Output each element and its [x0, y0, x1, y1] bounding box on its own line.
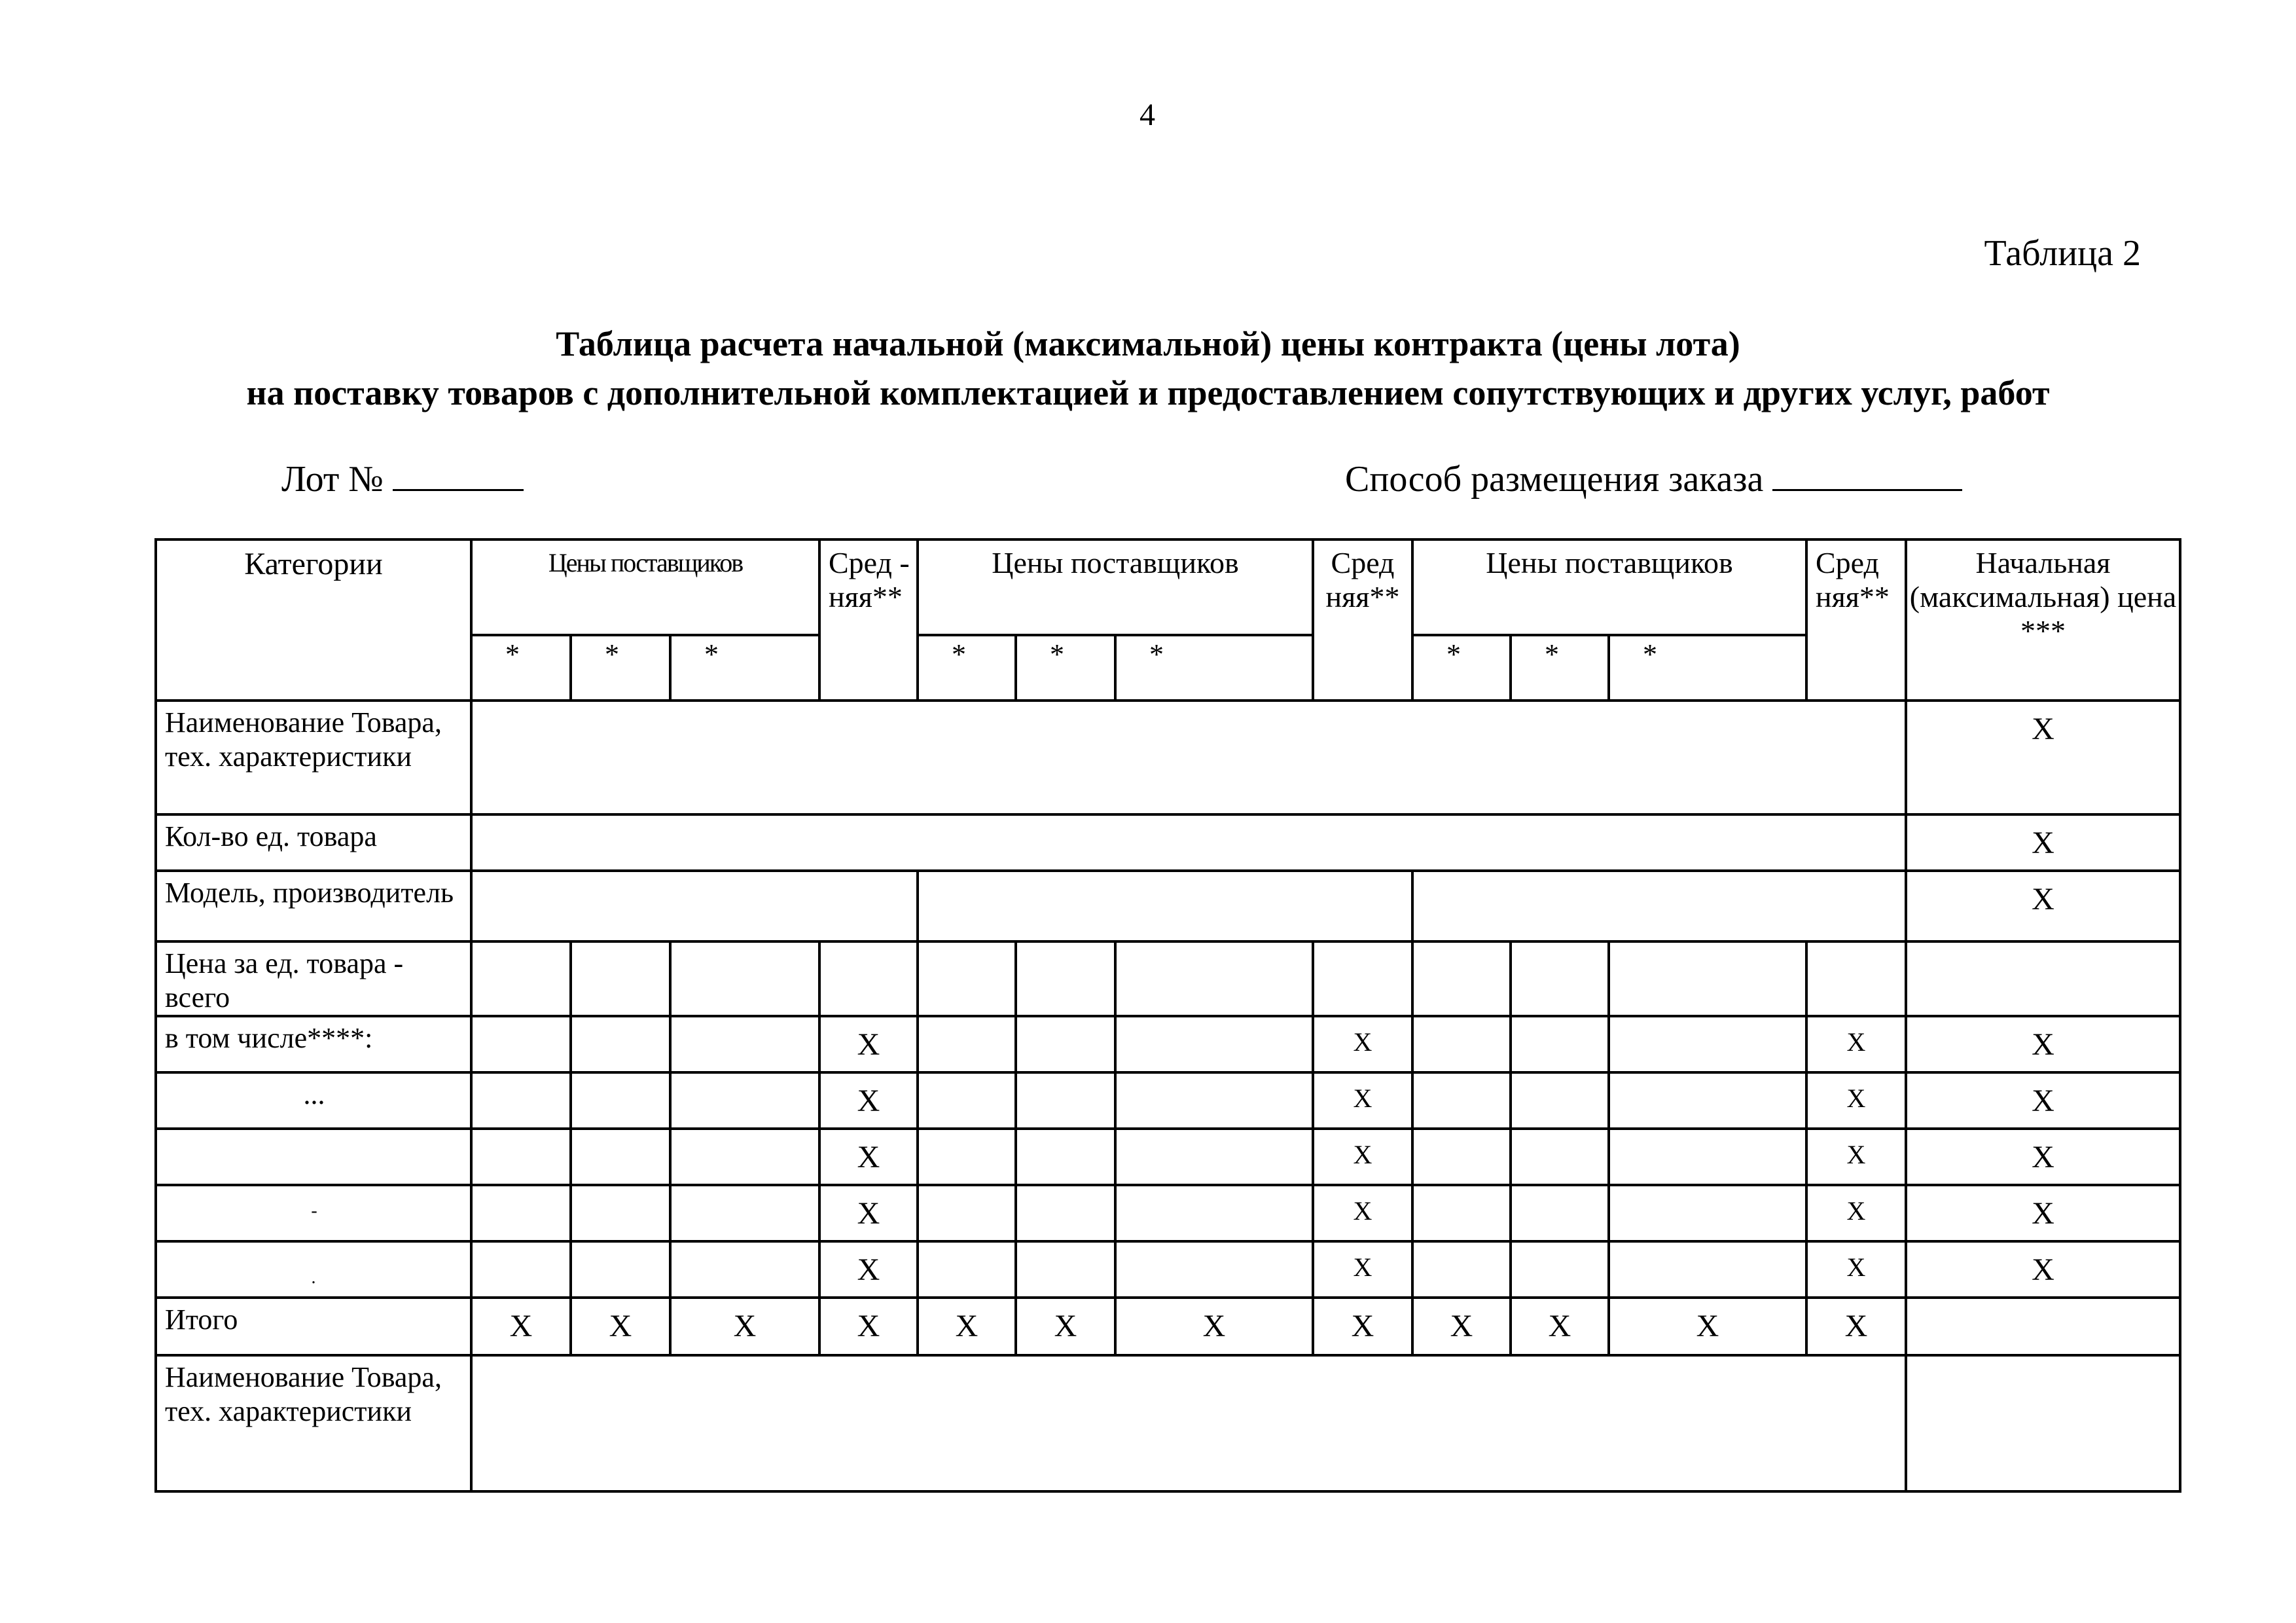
row-ellipsis: [156, 1072, 2180, 1129]
supplier-star: *: [918, 635, 1016, 701]
page-title: [0, 319, 2296, 418]
header-suppliers-prices-2: Цены поставщиков: [918, 539, 1313, 635]
empty-cell: [1016, 1241, 1115, 1298]
empty-cell: [1511, 941, 1609, 1016]
row-label-model: Модель, производитель: [156, 871, 471, 941]
empty-cell: [1313, 941, 1412, 1016]
empty-cell: [1511, 1016, 1609, 1072]
header-average-3: Сред няя**: [1806, 539, 1906, 701]
empty-cell: [471, 1185, 571, 1241]
cell-x: Х: [1906, 814, 2180, 871]
cell-x: Х: [1806, 1072, 1906, 1129]
empty-cell: [1511, 1185, 1609, 1241]
dot-mark: .: [311, 1267, 316, 1288]
method-label: Способ размещения заказа: [1345, 459, 1764, 500]
row-label-ellipsis: ...: [156, 1072, 471, 1129]
cell-x: Х: [1906, 1072, 2180, 1129]
lot-field: [281, 454, 524, 500]
merged-empty-cell: [471, 701, 1906, 814]
cell-x: Х: [670, 1298, 819, 1355]
header-average-1: Сред - няя**: [819, 539, 918, 701]
row-label-dot: [156, 1241, 471, 1298]
header-row-1: [156, 539, 2180, 635]
empty-cell: [571, 1016, 670, 1072]
empty-cell: [571, 1072, 670, 1129]
title-line-2: на поставку товаров с дополнительной комплектацией и предоставлением сопутствующих и других услуг, работ: [246, 373, 2050, 412]
cell-x: Х: [471, 1298, 571, 1355]
empty-cell: [1412, 1129, 1511, 1185]
empty-cell: [1115, 1072, 1313, 1129]
empty-cell: [1115, 1241, 1313, 1298]
dash-mark: -: [311, 1201, 317, 1221]
row-quantity: [156, 814, 2180, 871]
header-suppliers-prices-3: Цены поставщиков: [1412, 539, 1806, 635]
header-categories: Категории: [156, 539, 471, 701]
empty-cell: [1016, 1129, 1115, 1185]
row-blank: [156, 1185, 2180, 1241]
cell-x: Х: [1016, 1298, 1115, 1355]
empty-cell: [670, 941, 819, 1016]
method-field: [1345, 454, 1962, 500]
empty-cell: [471, 1129, 571, 1185]
empty-cell: [571, 1185, 670, 1241]
price-calculation-table: [154, 538, 2181, 1493]
cell-x: Х: [918, 1298, 1016, 1355]
cell-x: Х: [1906, 1129, 2180, 1185]
row-label-name-tech: Наименование Товара, тех. характеристики: [156, 701, 471, 814]
cell-x: Х: [1806, 1241, 1906, 1298]
empty-cell: [670, 1185, 819, 1241]
empty-cell: [1609, 1129, 1806, 1185]
cell-x: Х: [819, 1298, 918, 1355]
supplier-star: *: [1511, 635, 1609, 701]
empty-cell: [1412, 1072, 1511, 1129]
title-line-1: Таблица расчета начальной (максимальной) цены контракта (цены лота): [556, 324, 1740, 363]
row-label-total: Итого: [156, 1298, 471, 1355]
cell-x: Х: [1609, 1298, 1806, 1355]
cell-x: Х: [1806, 1016, 1906, 1072]
empty-cell: [670, 1016, 819, 1072]
header-initial-price: Начальная (максимальная) цена ***: [1906, 539, 2180, 701]
empty-cell: [1412, 1016, 1511, 1072]
empty-cell: [1511, 1129, 1609, 1185]
supplier-star: *: [1412, 635, 1511, 701]
empty-cell: [1609, 1072, 1806, 1129]
empty-cell: [1115, 1129, 1313, 1185]
empty-cell: [1906, 941, 2180, 1016]
row-model: [156, 871, 2180, 941]
row-label-name-tech: Наименование Товара, тех. характеристики: [156, 1355, 471, 1491]
method-blank-line: [1772, 454, 1962, 491]
cell-x: Х: [819, 1072, 918, 1129]
cell-x: Х: [1412, 1298, 1511, 1355]
empty-cell: [1412, 1241, 1511, 1298]
cell-x: Х: [1906, 871, 2180, 941]
empty-cell: [670, 1241, 819, 1298]
cell-x: Х: [1313, 1129, 1412, 1185]
empty-cell: [1609, 1241, 1806, 1298]
empty-cell: [1511, 1072, 1609, 1129]
supplier-star: *: [571, 635, 670, 701]
supplier-star: *: [1609, 635, 1806, 701]
merged-empty-cell: [1412, 871, 1906, 941]
cell-x: Х: [1906, 701, 2180, 814]
empty-cell: [1016, 941, 1115, 1016]
empty-cell: [1115, 1016, 1313, 1072]
empty-cell: [571, 1241, 670, 1298]
table-label: Таблица 2: [1984, 233, 2141, 274]
empty-cell: [1906, 1298, 2180, 1355]
merged-empty-cell: [471, 814, 1906, 871]
cell-x: Х: [819, 1016, 918, 1072]
row-label-including: в том числе****:: [156, 1016, 471, 1072]
empty-cell: [1412, 941, 1511, 1016]
empty-cell: [571, 941, 670, 1016]
cell-x: Х: [1115, 1298, 1313, 1355]
cell-x: Х: [1806, 1129, 1906, 1185]
empty-cell: [1906, 1355, 2180, 1491]
row-label-quantity: Кол-во ед. товара: [156, 814, 471, 871]
supplier-star: *: [1115, 635, 1313, 701]
empty-cell: [670, 1072, 819, 1129]
cell-x: Х: [819, 1129, 918, 1185]
empty-cell: [1609, 1016, 1806, 1072]
cell-x: Х: [1806, 1185, 1906, 1241]
empty-cell: [1609, 941, 1806, 1016]
empty-cell: [918, 1241, 1016, 1298]
row-total: [156, 1298, 2180, 1355]
empty-cell: [1016, 1072, 1115, 1129]
row-blank: [156, 1241, 2180, 1298]
supplier-star: *: [471, 635, 571, 701]
row-name-tech: [156, 701, 2180, 814]
row-including: [156, 1016, 2180, 1072]
cell-x: Х: [571, 1298, 670, 1355]
empty-cell: [1115, 1185, 1313, 1241]
merged-empty-cell: [918, 871, 1412, 941]
cell-x: Х: [1313, 1185, 1412, 1241]
empty-cell: [571, 1129, 670, 1185]
cell-x: Х: [1806, 1298, 1906, 1355]
empty-cell: [1806, 941, 1906, 1016]
row-unit-price: [156, 941, 2180, 1016]
cell-x: Х: [819, 1185, 918, 1241]
empty-cell: [918, 1185, 1016, 1241]
empty-cell: [670, 1129, 819, 1185]
row-blank: [156, 1129, 2180, 1185]
page-number: 4: [1139, 98, 1155, 132]
row-name-tech-2: [156, 1355, 2180, 1491]
merged-empty-cell: [471, 1355, 1906, 1491]
empty-cell: [819, 941, 918, 1016]
empty-cell: [1016, 1185, 1115, 1241]
cell-x: Х: [1906, 1241, 2180, 1298]
empty-cell: [471, 941, 571, 1016]
lot-blank-line: [393, 454, 524, 491]
empty-cell: [471, 1241, 571, 1298]
lot-label: Лот №: [281, 459, 384, 500]
cell-x: Х: [1511, 1298, 1609, 1355]
cell-x: Х: [1313, 1016, 1412, 1072]
empty-cell: [1412, 1185, 1511, 1241]
empty-cell: [918, 1016, 1016, 1072]
cell-x: Х: [819, 1241, 918, 1298]
empty-cell: [918, 941, 1016, 1016]
cell-x: Х: [1313, 1072, 1412, 1129]
empty-cell: [1511, 1241, 1609, 1298]
cell-x: Х: [1906, 1185, 2180, 1241]
header-average-2: Сред няя**: [1313, 539, 1412, 701]
empty-cell: [1609, 1185, 1806, 1241]
merged-empty-cell: [471, 871, 918, 941]
supplier-star: *: [1016, 635, 1115, 701]
empty-cell: [1115, 941, 1313, 1016]
empty-cell: [471, 1016, 571, 1072]
supplier-star: *: [670, 635, 819, 701]
cell-x: Х: [1313, 1241, 1412, 1298]
cell-x: Х: [1906, 1016, 2180, 1072]
row-label-unit-price: Цена за ед. товара - всего: [156, 941, 471, 1016]
row-label-dash: [156, 1185, 471, 1241]
cell-x: Х: [1313, 1298, 1412, 1355]
empty-cell: [1016, 1016, 1115, 1072]
empty-cell: [918, 1072, 1016, 1129]
header-suppliers-prices-1: Цены поставщиков: [471, 539, 819, 635]
empty-cell: [471, 1072, 571, 1129]
row-label-empty: [156, 1129, 471, 1185]
empty-cell: [918, 1129, 1016, 1185]
